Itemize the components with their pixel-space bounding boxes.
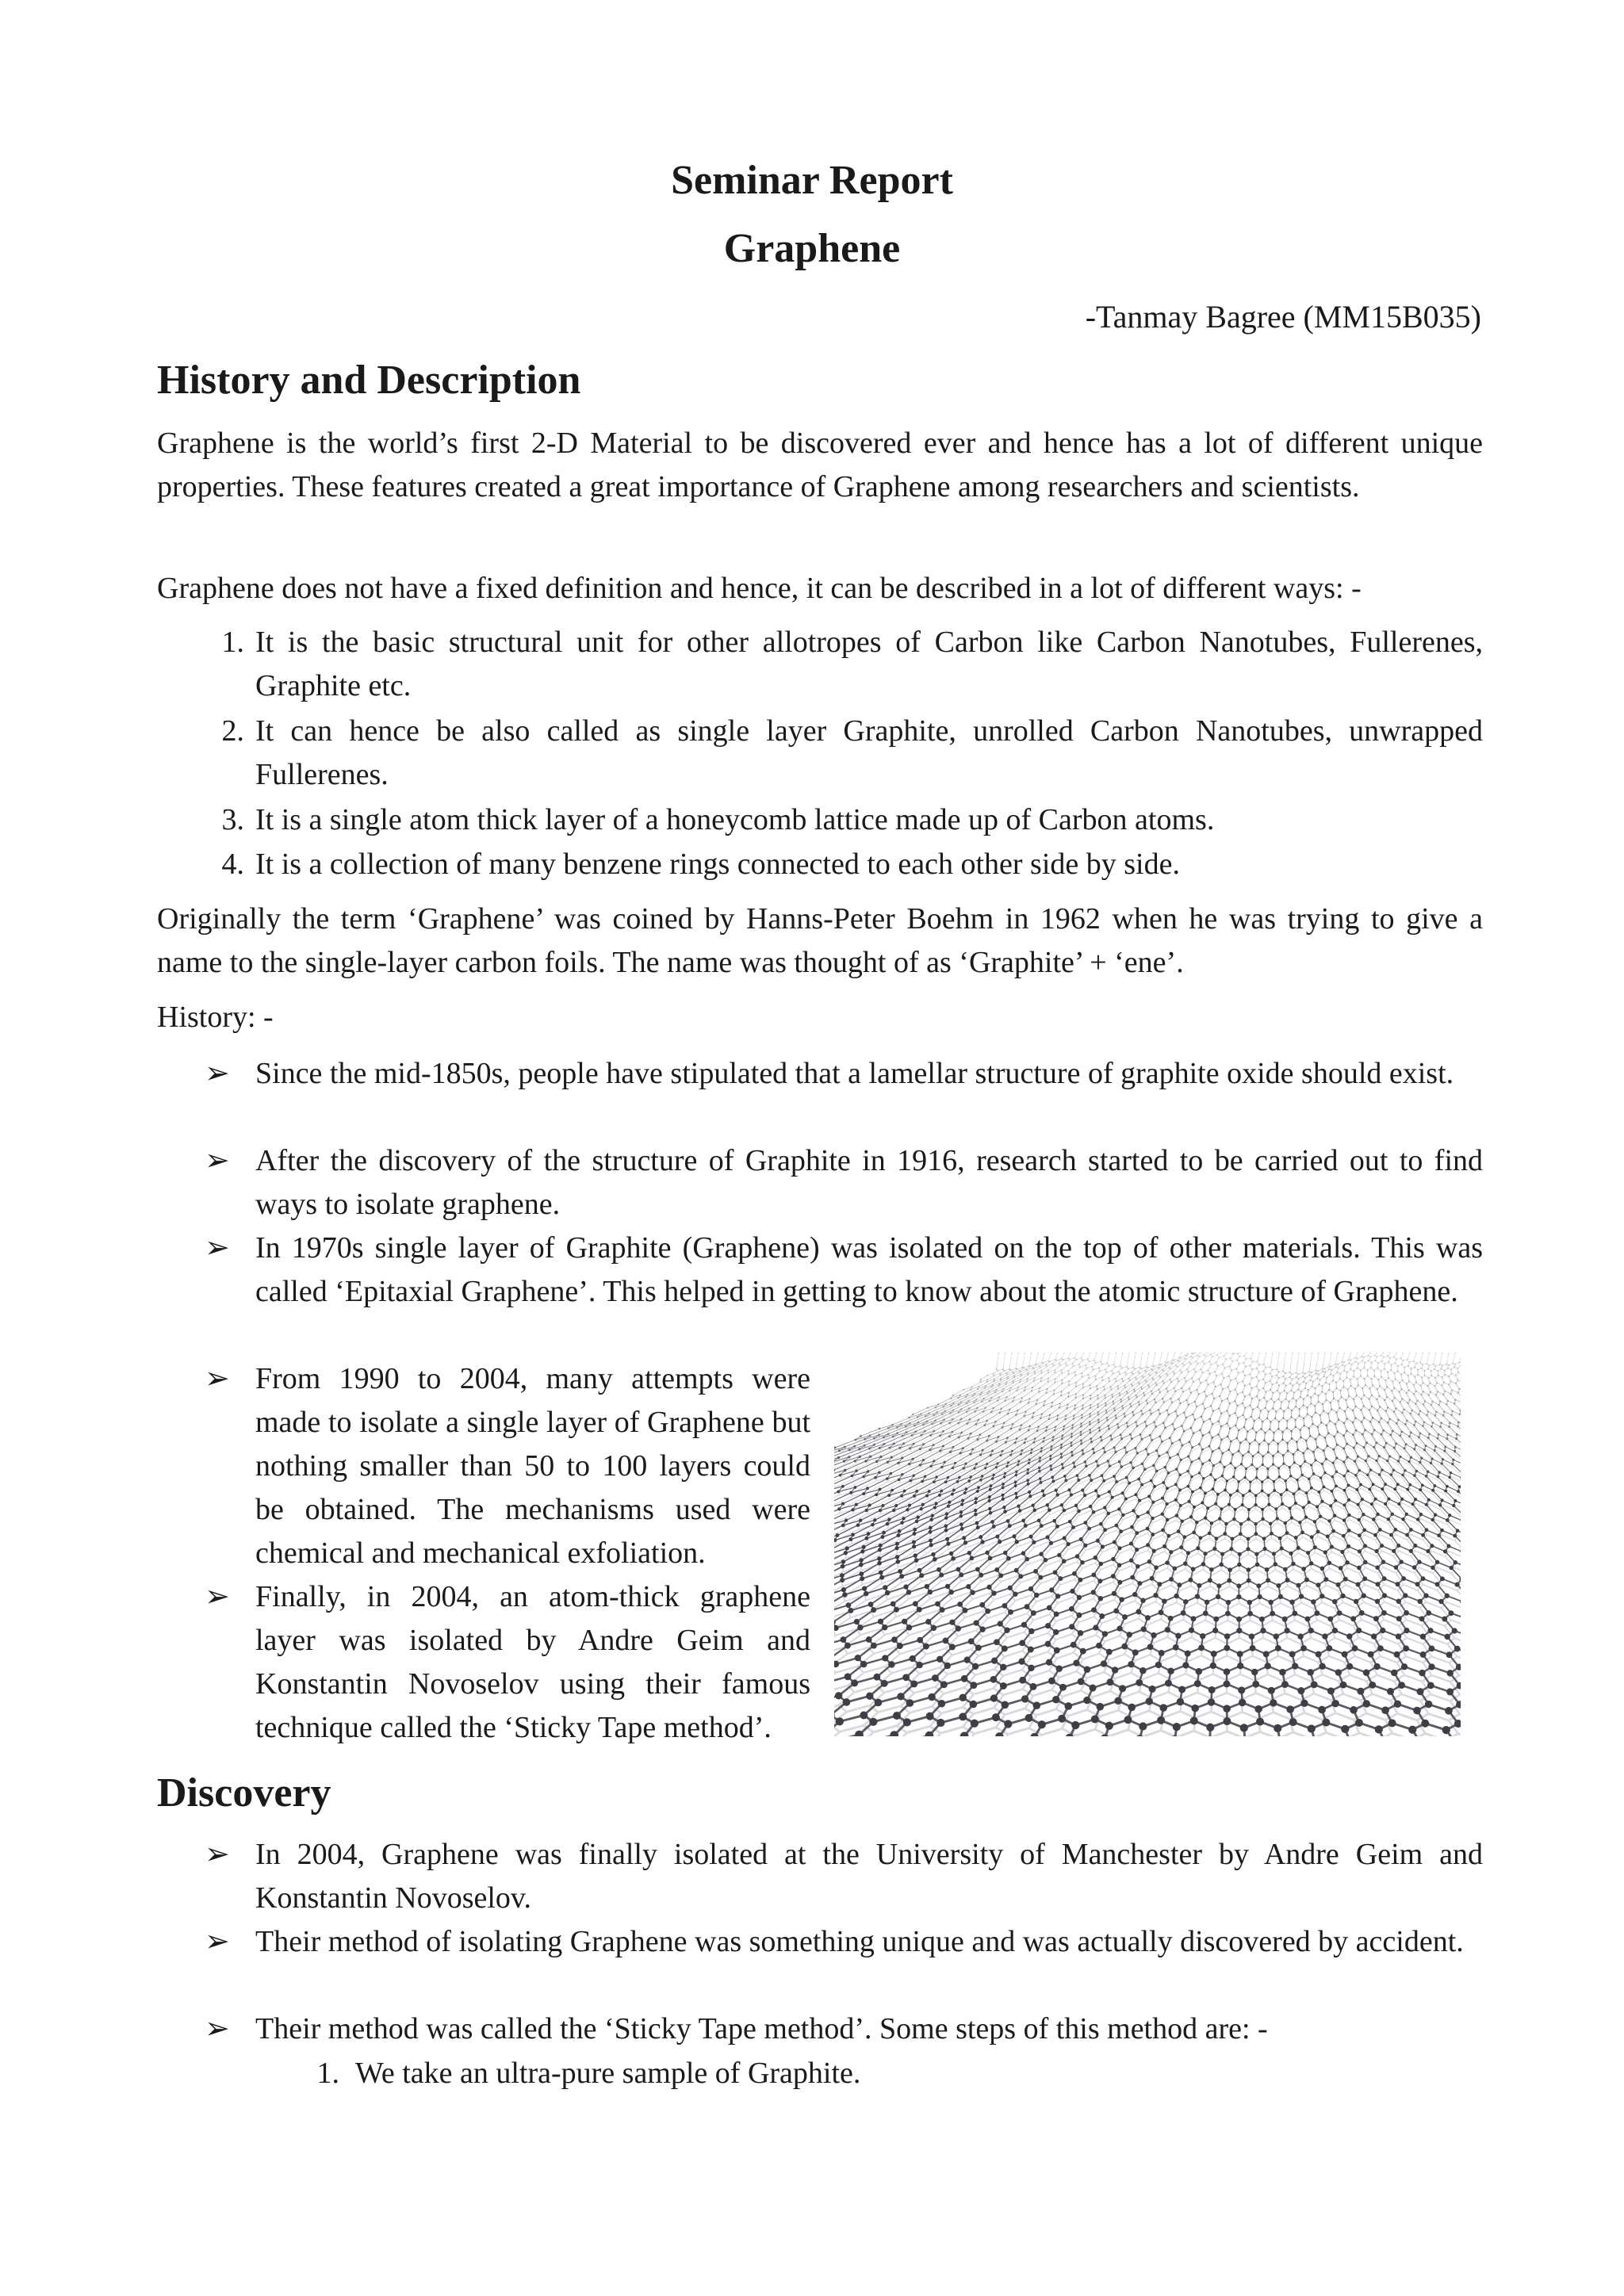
definition-item: It is a collection of many benzene rings connected to each other side by side. xyxy=(255,848,1180,881)
report-title: Seminar Report xyxy=(671,158,953,203)
graphene-lattice-image xyxy=(834,1353,1461,1736)
definition-item: It can hence be also called as single layer Graphite, unrolled Carbon Nanotubes, unwrapped Fullerenes. xyxy=(255,714,1483,791)
arrow-bullet-icon: ➢ xyxy=(205,1057,230,1090)
report-subtitle: Graphene xyxy=(723,226,901,271)
definition-item: It is the basic structural unit for other allotropes of Carbon like Carbon Nanotubes, Fullerenes, Graphite etc. xyxy=(255,626,1483,702)
definition-item: It is a single atom thick layer of a honeycomb lattice made up of Carbon atoms. xyxy=(255,803,1215,836)
definition-intro: Graphene does not have a fixed definition and hence, it can be described in a lot of different ways: - xyxy=(157,572,1362,605)
history-event: From 1990 to 2004, many attempts were made to isolate a single layer of Graphene but nothing smaller than 50 to 100 layers could be obtained. The mechanisms used were chemical and mechanical exfoliation. xyxy=(255,1362,810,1570)
intro-paragraph: Graphene is the world’s first 2-D Material to be discovered ever and hence has a lot of different unique properties. These features created a great importance of Graphene among researchers and scientists. xyxy=(157,427,1483,503)
definition-number: 4. xyxy=(221,848,244,881)
history-label: History: - xyxy=(157,1001,274,1034)
history-event: Finally, in 2004, an atom-thick graphene layer was isolated by Andre Geim and Konstantin Novoselov using their famous technique called the ‘Sticky Tape method’. xyxy=(255,1580,810,1744)
history-event: Since the mid-1850s, people have stipulated that a lamellar structure of graphite oxide should exist. xyxy=(255,1057,1454,1090)
arrow-bullet-icon: ➢ xyxy=(205,1580,230,1613)
arrow-bullet-icon: ➢ xyxy=(205,1144,230,1177)
history-event: After the discovery of the structure of Graphite in 1916, research started to be carried out to find ways to isolate graphene. xyxy=(255,1144,1483,1221)
definition-number: 3. xyxy=(221,803,244,836)
origin-paragraph: Originally the term ‘Graphene’ was coined by Hanns-Peter Boehm in 1962 when he was trying to give a name to the single-layer carbon foils. The name was thought of as ‘Graphite’ + ‘ene’. xyxy=(157,902,1483,979)
arrow-bullet-icon: ➢ xyxy=(205,1231,230,1265)
definition-number: 2. xyxy=(221,714,244,748)
graphene-lattice-icon xyxy=(834,1353,1461,1736)
history-event: In 1970s single layer of Graphite (Graphene) was isolated on the top of other materials. This was called ‘Epitaxial Graphene’. This helped in getting to know about the atomic structure of Graphene. xyxy=(255,1231,1483,1308)
definition-number: 1. xyxy=(221,626,244,659)
author-line: -Tanmay Bagree (MM15B035) xyxy=(1085,299,1481,335)
arrow-bullet-icon: ➢ xyxy=(205,1362,230,1395)
history-heading: History and Description xyxy=(157,358,581,403)
